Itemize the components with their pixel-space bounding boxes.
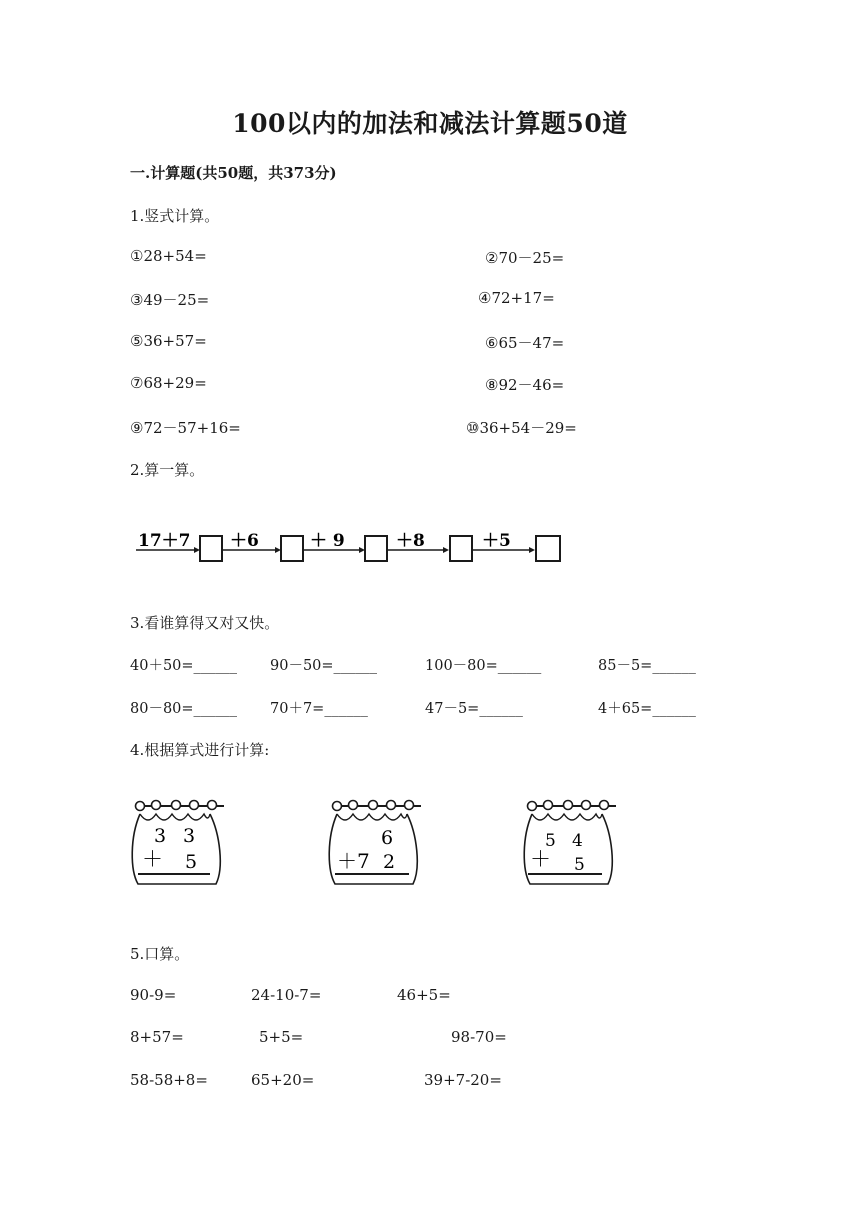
vertical-calc-item-5: ⑤36+57= — [130, 332, 207, 350]
ring-icon — [349, 801, 358, 810]
arrow-head-icon — [443, 547, 449, 553]
mental-calc-2: 24-10-7= — [251, 986, 322, 1004]
pouch-1 — [128, 792, 228, 892]
ring-icon — [564, 801, 573, 810]
quick-calc-1: 40＋50=______ — [130, 658, 238, 674]
answer-box-4 — [450, 536, 472, 561]
quick-calc-4: 85－5=______ — [598, 658, 696, 674]
mental-calc-3: 46+5= — [397, 986, 451, 1004]
vertical-calc-item-7: ⑦68+29= — [130, 374, 207, 392]
pouch-2-sign: ＋7 — [337, 849, 370, 873]
question-3-heading: 3.看谁算得又对又快。 — [130, 614, 280, 632]
quick-calc-8: 4＋65=______ — [598, 701, 696, 717]
chain-op-1: ＋6 — [230, 531, 259, 551]
ring-icon — [136, 802, 145, 811]
mental-calc-7: 58-58+8= — [130, 1071, 208, 1089]
ring-icon — [387, 801, 396, 810]
ring-icon — [405, 801, 414, 810]
pouch-1-top-tens: 3 — [154, 825, 167, 847]
pouch-3-sign: ＋ — [530, 847, 551, 871]
vertical-calc-item-3: ③49－25= — [130, 291, 210, 309]
section-heading: 一.计算题(共50题，共373分) — [130, 164, 337, 182]
ring-icon — [152, 801, 161, 810]
quick-calc-3: 100－80=______ — [425, 658, 542, 674]
pouch-2-top-ones: 6 — [381, 827, 394, 849]
question-5-heading: 5.口算。 — [130, 945, 190, 963]
ring-icon — [582, 801, 591, 810]
pouch-2-bottom-ones: 2 — [383, 851, 396, 873]
quick-calc-7: 47－5=______ — [425, 701, 523, 717]
pouch-3-top-ones: 4 — [572, 831, 583, 851]
answer-box-5 — [536, 536, 560, 561]
ring-icon — [369, 801, 378, 810]
vertical-calc-item-2: ②70－25= — [485, 249, 565, 267]
chain-op-4: ＋5 — [482, 531, 511, 551]
chain-op-3: ＋8 — [396, 531, 425, 551]
mental-calc-1: 90-9= — [130, 986, 177, 1004]
pouch-3-top-tens: 5 — [545, 831, 556, 851]
answer-box-3 — [365, 536, 387, 561]
vertical-calc-item-6: ⑥65－47= — [485, 334, 565, 352]
vertical-calc-item-10: ⑩36+54－29= — [466, 419, 577, 437]
mental-calc-6: 98-70= — [451, 1028, 507, 1046]
mental-calc-5: 5+5= — [259, 1028, 304, 1046]
chain-op-2: ＋ 9 — [310, 531, 345, 551]
answer-box-1 — [200, 536, 222, 561]
question-1-heading: 1.竖式计算。 — [130, 207, 220, 225]
answer-box-2 — [281, 536, 303, 561]
quick-calc-2: 90－50=______ — [270, 658, 378, 674]
quick-calc-6: 70＋7=______ — [270, 701, 368, 717]
vertical-calc-item-1: ①28+54= — [130, 247, 207, 265]
mental-calc-4: 8+57= — [130, 1028, 184, 1046]
ring-icon — [544, 801, 553, 810]
question-2-heading: 2.算一算。 — [130, 461, 205, 479]
vertical-calc-item-8: ⑧92－46= — [485, 376, 565, 394]
ring-icon — [528, 802, 537, 811]
chain-start-expression: 17＋7 — [138, 531, 191, 551]
ring-icon — [172, 801, 181, 810]
ring-icon — [190, 801, 199, 810]
pouch-3-bottom-ones: 5 — [574, 855, 585, 875]
pouch-1-bottom-ones: 5 — [185, 851, 198, 873]
pouch-1-sign: ＋ — [142, 847, 163, 871]
ring-icon — [333, 802, 342, 811]
pouch-3 — [520, 792, 620, 892]
page-title: 100以内的加法和减法计算题50道 — [232, 109, 628, 138]
pouch-2 — [325, 792, 425, 892]
pouch-1-top-ones: 3 — [183, 825, 196, 847]
vertical-calc-item-4: ④72+17= — [478, 289, 555, 307]
vertical-calc-item-9: ⑨72－57+16= — [130, 419, 241, 437]
chain-diagram — [130, 522, 570, 572]
question-4-heading: 4.根据算式进行计算: — [130, 741, 270, 759]
quick-calc-5: 80－80=______ — [130, 701, 238, 717]
mental-calc-9: 39+7-20= — [424, 1071, 502, 1089]
arrow-head-icon — [529, 547, 535, 553]
ring-icon — [600, 801, 609, 810]
mental-calc-8: 65+20= — [251, 1071, 315, 1089]
ring-icon — [208, 801, 217, 810]
